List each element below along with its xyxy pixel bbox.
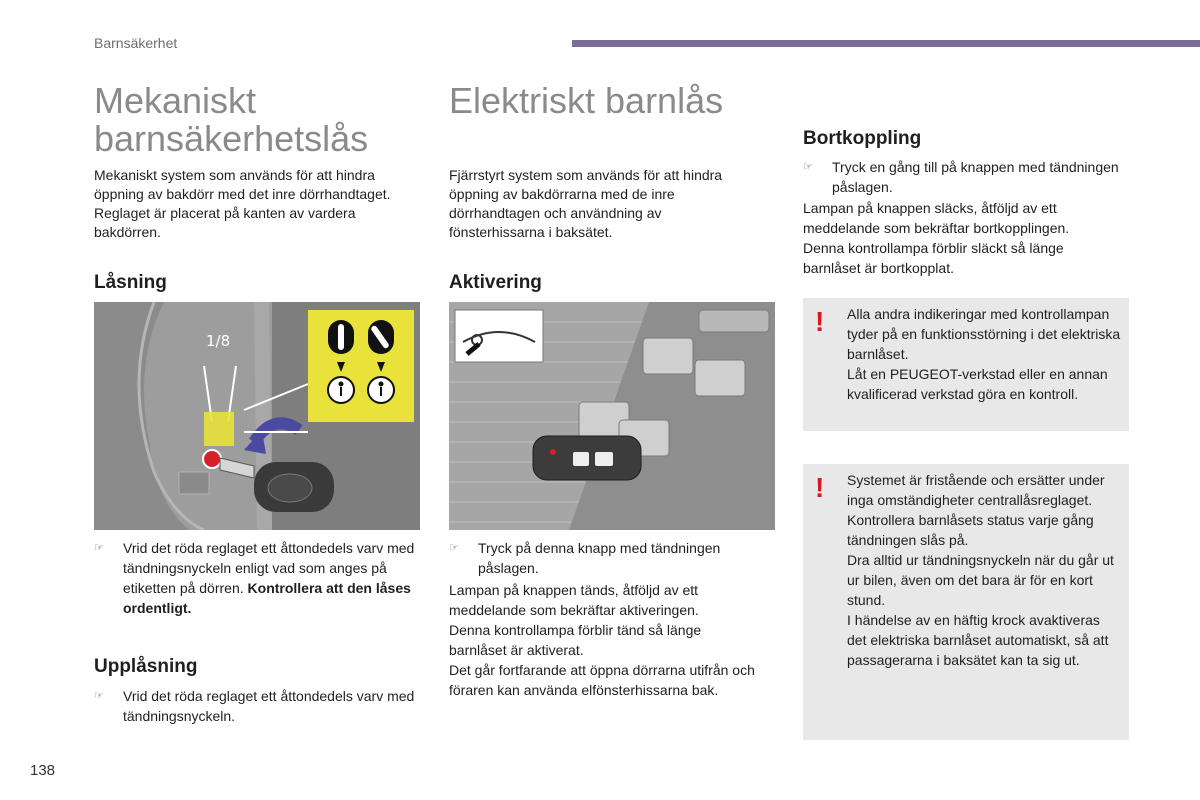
locking-instruction-text: Vrid det röda reglaget ett åttondedels varv med tändningsnyckeln enligt vad som anges på etiketten på dörren.	[123, 540, 415, 596]
left-title	[94, 82, 368, 158]
header-accent-bar	[572, 40, 1200, 47]
door-lock-illustration	[94, 302, 420, 530]
warning-icon: !	[815, 472, 825, 503]
left-title-line1: Mekaniskt	[94, 80, 257, 121]
warning-independent-text: Systemet är fristående och ersätter under inga omständigheter centrallåsreglaget. Kontrollera barnlåsets status varje gång tändningen slås på. Dra alltid ur tändningsnyckeln när du går ut ur bilen, även om det bara är för en kort stund. I händelse av en häftig krock avaktiveras det elektriska barnlåset automatiskt, så att passagerarna i baksätet kan ta sig ut.	[847, 472, 1114, 668]
left-intro: Mekaniskt system som används för att hindra öppning av bakdörr med det inre dörrhandtaget. Reglaget är placerat på kanten av vardera bakdörren.	[94, 167, 391, 240]
page-number: 138	[30, 762, 56, 779]
pointing-hand-icon: ☞	[94, 542, 104, 554]
middle-title: Elektriskt barnlås	[449, 80, 724, 121]
locking-instruction	[94, 538, 424, 618]
unlocking-heading: Upplåsning	[94, 656, 198, 677]
unlocking-instruction	[94, 686, 424, 726]
eighth-turn-label: 1/8	[206, 332, 231, 350]
disconnect-heading: Bortkoppling	[803, 128, 922, 149]
activation-instruction-text: Tryck på denna knapp med tändningen påslagen.	[478, 540, 721, 576]
left-title-line2: barnsäkerhetslås	[94, 118, 369, 159]
window-switch-figure	[449, 302, 775, 530]
section-label: Barnsäkerhet	[94, 35, 178, 51]
window-switch-illustration	[449, 302, 775, 530]
disconnect-instruction-text: Tryck en gång till på knappen med tändningen påslagen.	[832, 159, 1119, 195]
pointing-hand-icon: ☞	[449, 542, 459, 554]
middle-intro: Fjärrstyrt system som används för att hindra öppning av bakdörrarna med de inre dörrhandtagen och användning av fönsterhissarna i baksätet.	[449, 167, 723, 240]
unlocking-instruction-text: Vrid det röda reglaget ett åttondedels varv med tändningsnyckeln.	[123, 688, 415, 724]
warning-icon: !	[815, 306, 825, 337]
pointing-hand-icon: ☞	[94, 690, 104, 702]
disconnect-body: Lampan på knappen släcks, åtföljd av ett meddelande som bekräftar bortkopplingen. Denna kontrollampa förblir släckt så länge barnlåset är bortkopplat.	[803, 200, 1070, 276]
disconnect-instruction	[803, 157, 1123, 197]
warning-box-malfunction	[803, 298, 1129, 431]
locking-heading: Låsning	[94, 272, 167, 293]
activation-instruction	[449, 538, 759, 578]
activation-heading: Aktivering	[449, 272, 542, 293]
pointing-hand-icon: ☞	[803, 161, 813, 173]
warning-box-independent	[803, 464, 1129, 740]
door-lock-figure	[94, 302, 420, 530]
warning-malfunction-text: Alla andra indikeringar med kontrollampan tyder på en funktionsstörning i det elektriska barnlåset. Låt en PEUGEOT-verkstad eller en annan kvalificerad verkstad göra en kontroll.	[847, 306, 1121, 402]
activation-body: Lampan på knappen tänds, åtföljd av ett meddelande som bekräftar aktiveringen. Denna kontrollampa förblir tänd så länge barnlåset är aktiverat. Det går fortfarande att öppna dörrarna utifrån och föraren kan använda elfönsterhissarna bak.	[449, 582, 755, 698]
locking-instruction-emphasis: Kontrollera att den låses ordentligt.	[123, 580, 411, 616]
